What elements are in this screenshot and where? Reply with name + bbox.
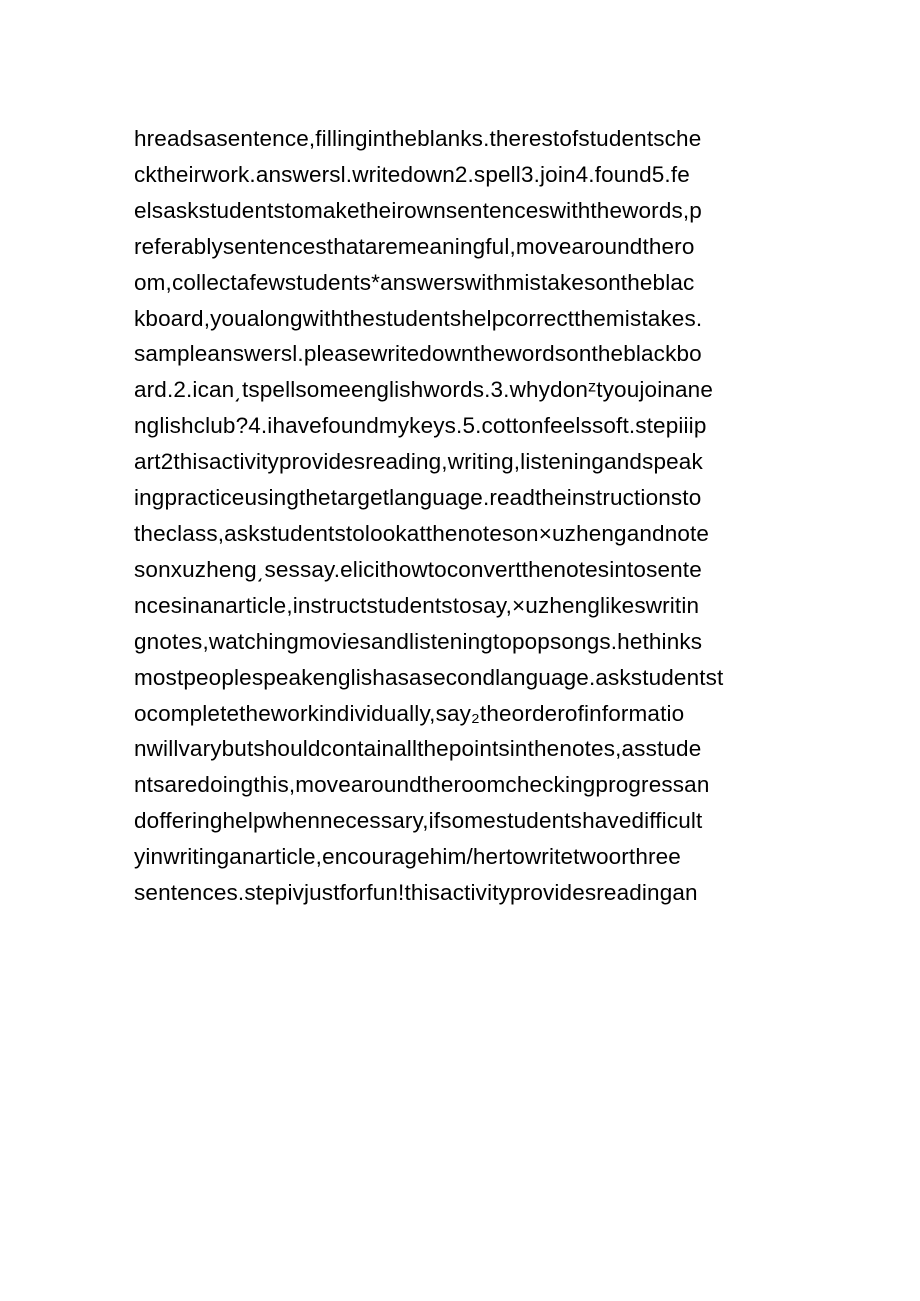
text-line: art2thisactivityprovidesreading,writing,listeningandspeak bbox=[134, 449, 703, 475]
text-line: nglishclub?4.ihavefoundmykeys.5.cottonfeelssoft.stepiiip bbox=[134, 413, 707, 439]
text-line: om,collectafewstudents*answerswithmistakesontheblac bbox=[134, 269, 695, 295]
text-line: ocompletetheworkindividually,say₂theorderofinformatio bbox=[134, 700, 685, 726]
text-line: gnotes,watchingmoviesandlisteningtopopsongs.hethinks bbox=[134, 628, 703, 654]
text-line: dofferinghelpwhennecessary,ifsomestudentshavedifficult bbox=[134, 808, 703, 834]
text-line: ingpracticeusingthetargetlanguage.readtheinstructionsto bbox=[134, 485, 702, 511]
body-text bbox=[134, 121, 794, 911]
text-line: elsaskstudentstomaketheirownsentenceswiththewords,p bbox=[134, 197, 702, 223]
text-line: referablysentencesthataremeaningful,movearoundthero bbox=[134, 233, 695, 259]
text-line: nwillvarybutshouldcontainallthepointsinthenotes,asstude bbox=[134, 736, 702, 762]
text-line: mostpeoplespeakenglishasasecondlanguage.askstudentst bbox=[134, 664, 724, 690]
text-line: ncesinanarticle,instructstudentstosay,×uzhenglikeswritin bbox=[134, 592, 700, 618]
text-line: cktheirwork.answersl.writedown2.spell3.join4.found5.fe bbox=[134, 161, 690, 187]
text-line: theclass,askstudentstolookatthenoteson×uzhengandnote bbox=[134, 520, 710, 546]
text-line: sampleanswersl.pleasewritedownthewordsontheblackbo bbox=[134, 341, 702, 367]
text-line: hreadsasentence,fillingintheblanks.therestofstudentsche bbox=[134, 126, 702, 151]
text-line: sonxuzheng͵sessay.elicithowtoconvertthenotesintosente bbox=[134, 556, 702, 582]
text-line: ntsaredoingthis,movearoundtheroomcheckingprogressan bbox=[134, 772, 710, 798]
text-line: kboard,youalongwiththestudentshelpcorrectthemistakes. bbox=[134, 305, 703, 331]
text-line: ard.2.ican͵tspellsomeenglishwords.3.whydonᶻtyoujoinane bbox=[134, 377, 713, 403]
text-line: sentences.stepivjustforfun!thisactivityprovidesreadingan bbox=[134, 880, 698, 906]
text-line: yinwritinganarticle,encouragehim/hertowritetwoorthree bbox=[134, 844, 681, 870]
